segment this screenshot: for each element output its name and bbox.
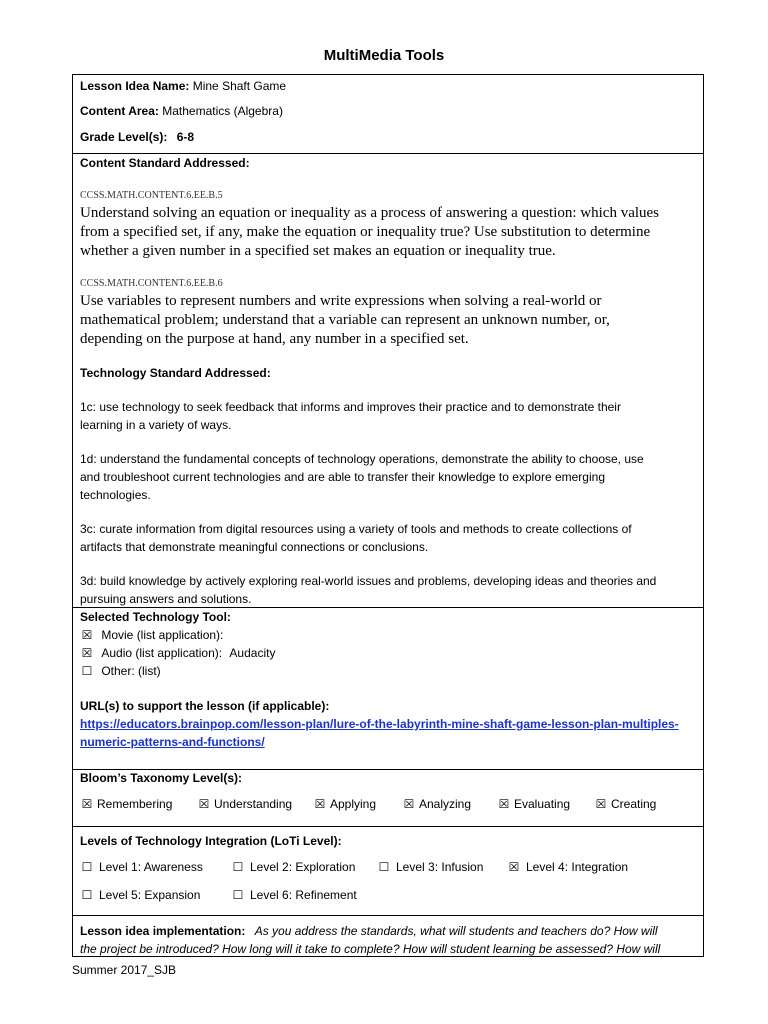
blooms-level: Remembering xyxy=(97,797,173,811)
loti-level: Level 6: Refinement xyxy=(250,888,357,902)
implementation-text: As you address the standards, what will students and teachers do? How will xyxy=(254,924,658,938)
tool-heading: Selected Technology Tool: xyxy=(80,610,231,624)
content-area-value: Mathematics (Algebra) xyxy=(162,104,283,118)
checked-box-icon[interactable]: ☒ xyxy=(314,797,326,811)
unchecked-box-icon[interactable]: ☐ xyxy=(378,860,390,874)
lesson-url-link[interactable]: https://educators.brainpop.com/lesson-plan/lure-of-the-labyrinth-mine-shaft-game-lesson-plan-multiples- xyxy=(80,717,679,731)
audio-value: Audacity xyxy=(229,646,276,660)
content-standard-heading: Content Standard Addressed: xyxy=(80,156,250,170)
unchecked-box-icon[interactable]: ☐ xyxy=(232,888,244,902)
lesson-name-label: Lesson Idea Name: xyxy=(80,79,190,93)
url-heading: URL(s) to support the lesson (if applicable): xyxy=(80,699,330,713)
grade-level-label: Grade Level(s): xyxy=(80,130,168,144)
tech-standard-line: 1d: understand the fundamental concepts of technology operations, demonstrate the ability to choose, use xyxy=(80,452,644,466)
blooms-level: Evaluating xyxy=(514,797,571,811)
lesson-name-row xyxy=(80,77,700,95)
blooms-level: Applying xyxy=(330,797,377,811)
standard-text-line: Understand solving an equation or inequality as a process of answering a question: which values xyxy=(80,205,660,221)
checked-box-icon[interactable]: ☒ xyxy=(403,797,415,811)
implementation-heading: Lesson idea implementation: xyxy=(80,924,246,938)
tech-standard-line: 3c: curate information from digital resources using a variety of tools and methods to create collections of xyxy=(80,522,632,536)
loti-heading: Levels of Technology Integration (LoTi Level): xyxy=(80,834,342,848)
standard-text-line: whether a given number in a specified set makes an equation or inequality true. xyxy=(80,243,556,259)
loti-level: Level 1: Awareness xyxy=(99,860,203,874)
tech-standard-line: technologies. xyxy=(80,488,151,502)
blooms-level: Analyzing xyxy=(419,797,472,811)
checked-box-icon[interactable]: ☒ xyxy=(81,628,93,642)
implementation-text: the project be introduced? How long will it take to complete? How will student learning be assessed? How will xyxy=(80,942,661,956)
loti-level: Level 4: Integration xyxy=(526,860,629,874)
unchecked-box-icon[interactable]: ☐ xyxy=(81,888,93,902)
movie-label: Movie (list application): xyxy=(101,628,224,642)
standard-text-line: depending on the purpose at hand, any number in a specified set. xyxy=(80,331,469,347)
checked-box-icon[interactable]: ☒ xyxy=(508,860,520,874)
movie-option xyxy=(80,626,700,644)
standard-text-line: Use variables to represent numbers and write expressions when solving a real-world or xyxy=(80,293,602,309)
loti-level: Level 3: Infusion xyxy=(396,860,484,874)
checked-box-icon[interactable]: ☒ xyxy=(498,797,510,811)
blooms-heading: Bloom’s Taxonomy Level(s): xyxy=(80,771,243,785)
tech-standard-heading: Technology Standard Addressed: xyxy=(80,366,271,380)
footer: Summer 2017_SJB xyxy=(72,963,177,977)
audio-label: Audio (list application): xyxy=(101,646,223,660)
other-label: Other: (list) xyxy=(101,664,161,678)
audio-option xyxy=(80,644,700,662)
checked-box-icon[interactable]: ☒ xyxy=(81,797,93,811)
content-area-row xyxy=(80,102,700,120)
tech-standard-line: and troubleshoot current technologies and are able to transfer their knowledge to explore emerging xyxy=(80,470,605,484)
tech-standard-line: pursuing answers and solutions. xyxy=(80,592,252,606)
unchecked-box-icon[interactable]: ☐ xyxy=(81,860,93,874)
implementation-line-1 xyxy=(80,922,700,940)
lesson-name-value: Mine Shaft Game xyxy=(192,79,287,93)
lesson-url-link[interactable]: numeric-patterns-and-functions/ xyxy=(80,735,265,749)
checked-box-icon[interactable]: ☒ xyxy=(198,797,210,811)
checked-box-icon[interactable]: ☒ xyxy=(81,646,93,660)
blooms-level: Creating xyxy=(611,797,657,811)
grade-level-row xyxy=(80,128,700,146)
standard-code: CCSS.MATH.CONTENT.6.EE.B.6 xyxy=(80,278,223,289)
grade-level-value: 6-8 xyxy=(176,130,195,144)
tech-standard-line: 1c: use technology to seek feedback that informs and improves their practice and to demonstrate their xyxy=(80,400,621,414)
loti-level: Level 2: Exploration xyxy=(250,860,356,874)
standard-code: CCSS.MATH.CONTENT.6.EE.B.5 xyxy=(80,190,223,201)
unchecked-box-icon[interactable]: ☐ xyxy=(81,664,93,678)
tech-standard-line: artifacts that demonstrate meaningful connections or conclusions. xyxy=(80,540,429,554)
standard-text-line: from a specified set, if any, make the equation or inequality true? Use substitution to determine xyxy=(80,224,651,240)
other-option xyxy=(80,662,700,680)
url-link-line xyxy=(80,733,700,751)
loti-level: Level 5: Expansion xyxy=(99,888,201,902)
tech-standard-line: 3d: build knowledge by actively exploring real-world issues and problems, developing ideas and theories and xyxy=(80,574,657,588)
standard-text-line: mathematical problem; understand that a variable can represent an unknown number, or, xyxy=(80,312,610,328)
url-link-line xyxy=(80,715,700,733)
blooms-level: Understanding xyxy=(214,797,293,811)
tech-standard-line: learning in a variety of ways. xyxy=(80,418,232,432)
checked-box-icon[interactable]: ☒ xyxy=(595,797,607,811)
page-title: MultiMedia Tools xyxy=(323,47,445,64)
unchecked-box-icon[interactable]: ☐ xyxy=(232,860,244,874)
content-area-label: Content Area: xyxy=(80,104,159,118)
